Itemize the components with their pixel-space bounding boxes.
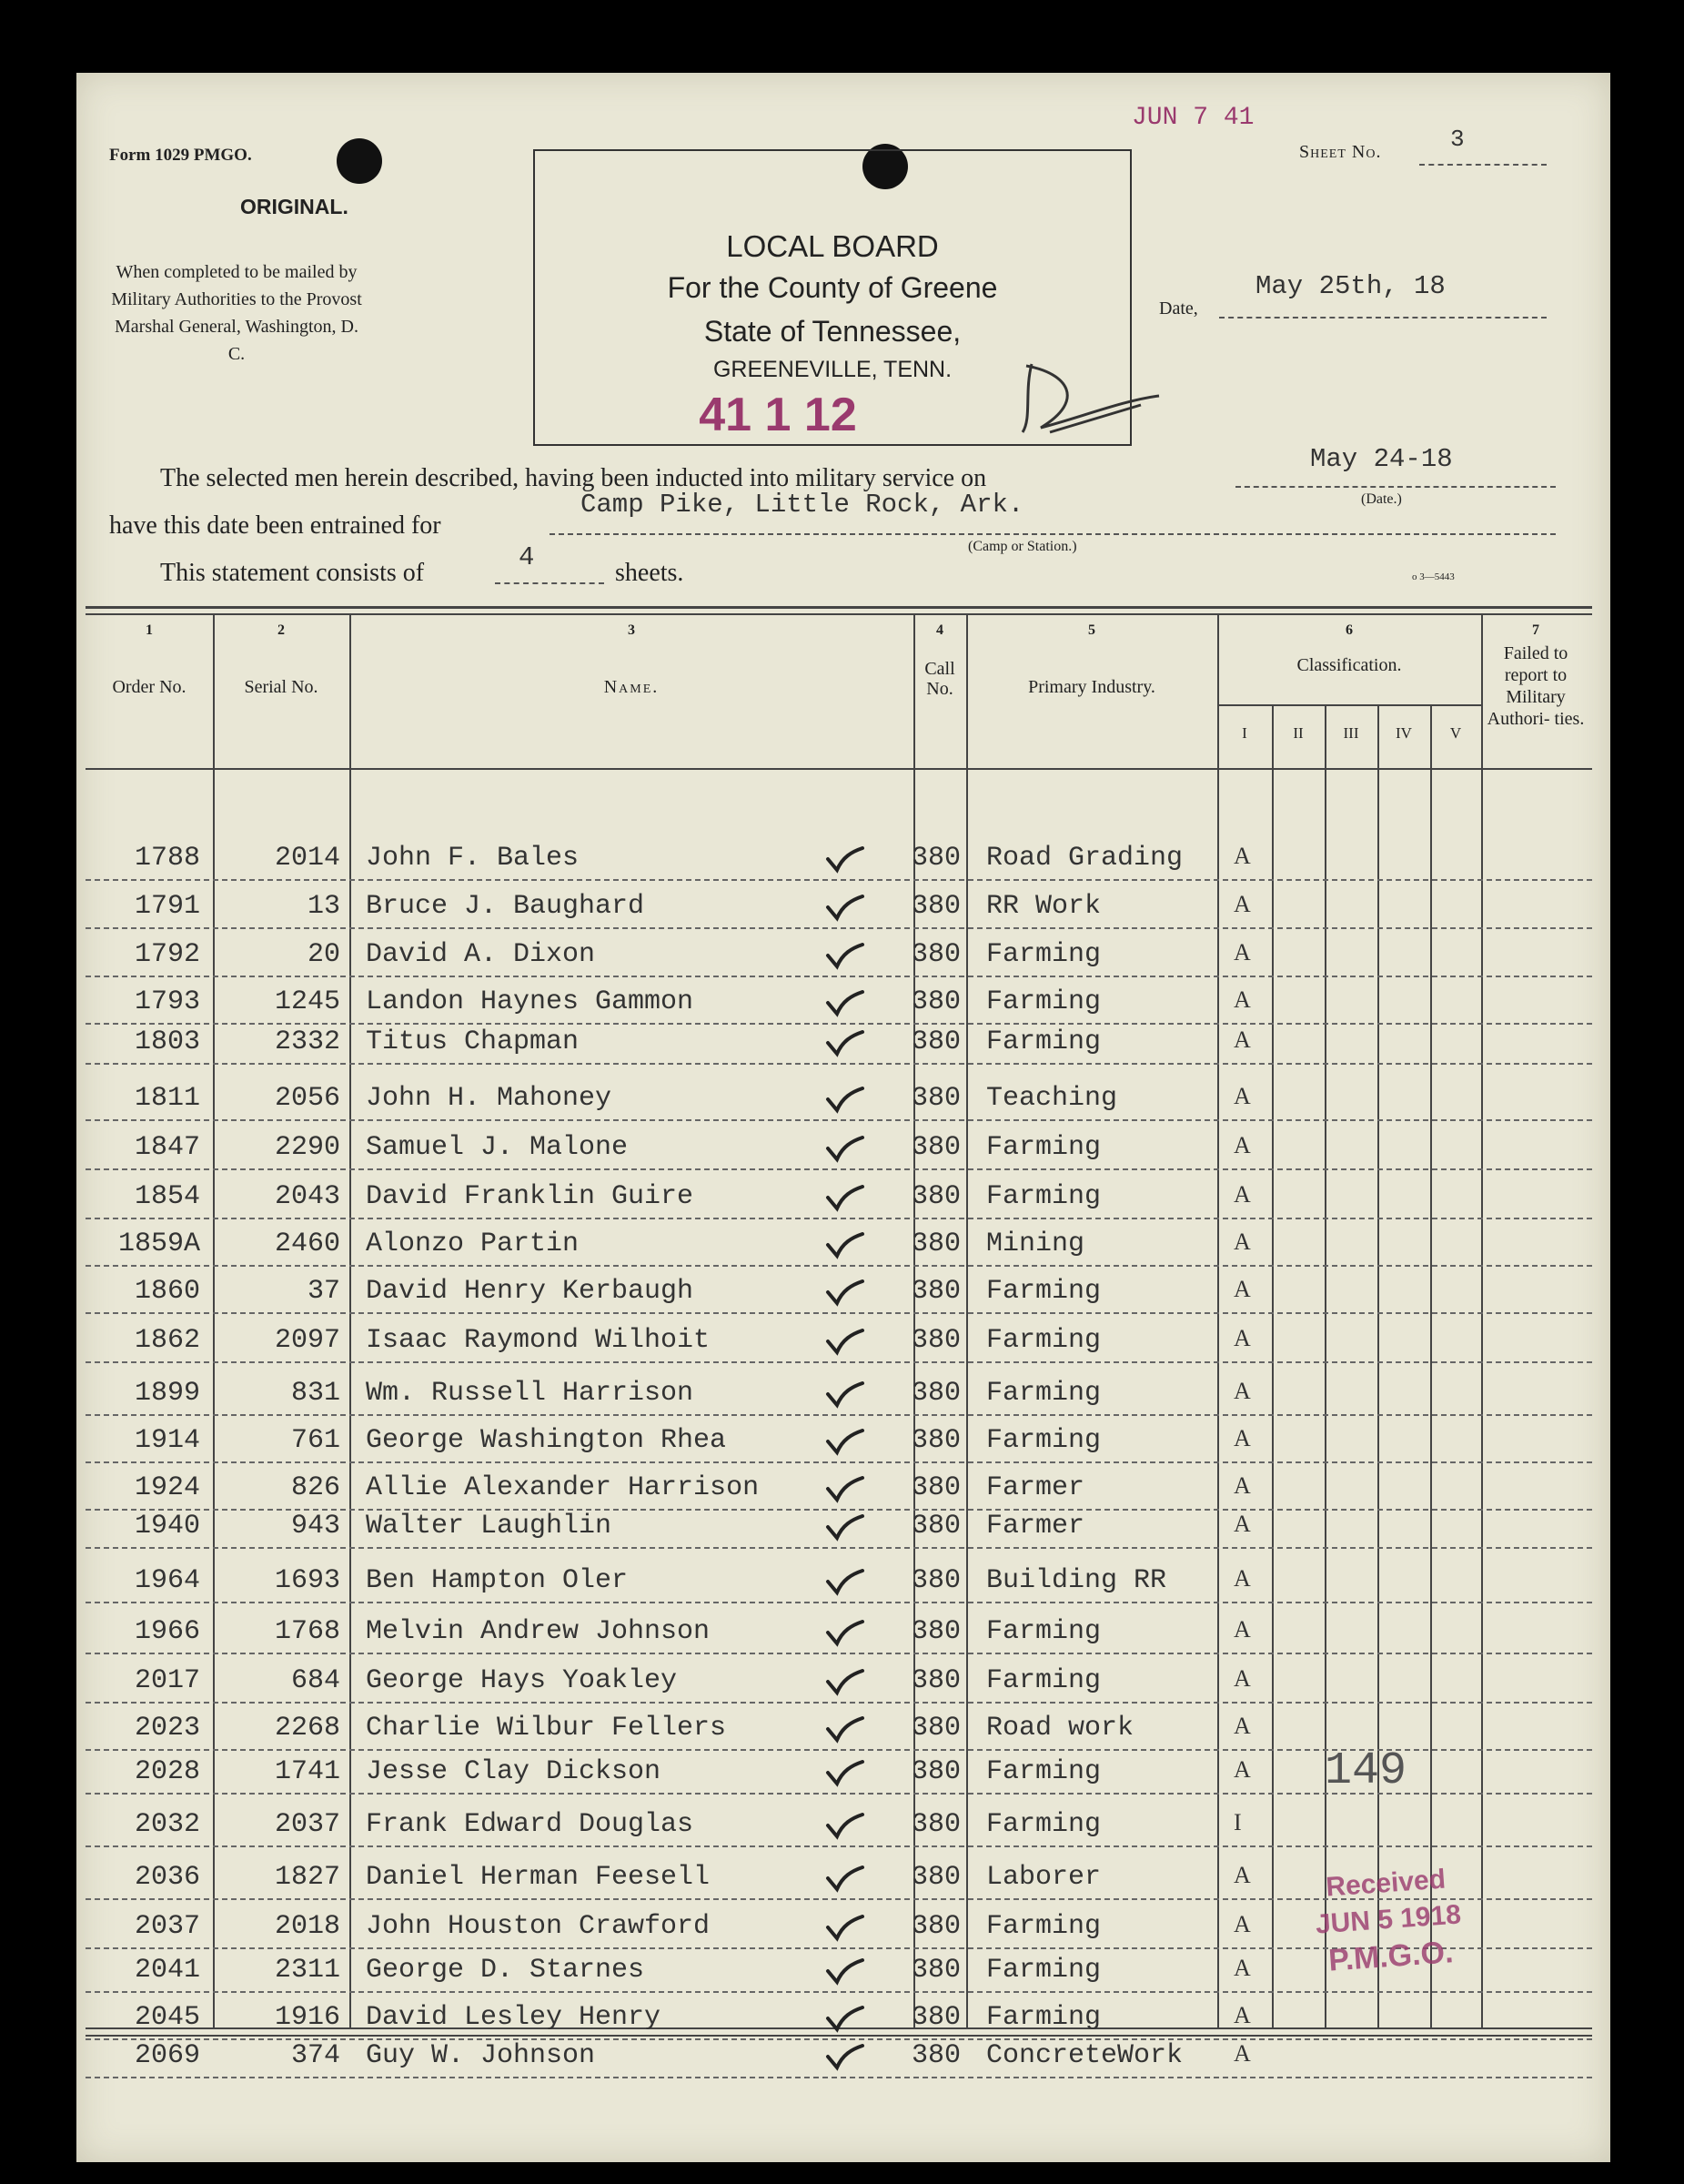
sheet-number: 3 [1450,126,1465,153]
registrant-name: Titus Chapman [366,1026,580,1057]
class-col-V: V [1449,724,1462,742]
order-number: 1811 [134,1083,200,1114]
camp-caption: (Camp or Station.) [968,539,1077,554]
sheets-word: sheets. [615,559,684,587]
registrant-name: Daniel Herman Feesell [366,1862,711,1893]
checkmark-icon [824,1427,864,1456]
call-number: 380 [912,939,962,970]
serial-number: 826 [290,1472,340,1503]
order-number: 2028 [134,1756,200,1787]
registrant-name: Isaac Raymond Wilhoit [366,1325,711,1356]
checkmark-icon [824,1864,864,1893]
classification: A [1234,1026,1251,1053]
serial-number: 761 [290,1425,340,1456]
document-sheet [76,73,1610,2162]
order-number: 1792 [134,939,200,970]
classification: A [1234,843,1251,869]
initials-signature-icon [1004,346,1168,446]
class-col-II: II [1293,724,1304,742]
classification: A [1234,2002,1251,2028]
registrant-name: Melvin Andrew Johnson [366,1616,711,1647]
primary-industry: Farming [986,1616,1102,1647]
classification: A [1234,1565,1251,1592]
registrant-name: John Houston Crawford [366,1911,711,1942]
call-number: 380 [912,1425,962,1456]
col-number-7: 7 [1532,622,1539,638]
registrant-name: David Franklin Guire [366,1181,694,1212]
primary-industry: Farming [986,1378,1102,1409]
received-stamp-line-1: Received [1325,1864,1447,1903]
classification: A [1234,939,1251,966]
col-number-6: 6 [1346,622,1353,638]
board-stamp-numbers: 41 1 12 [699,389,857,441]
col-number-2: 2 [277,622,285,638]
primary-industry: Farming [986,1325,1102,1356]
classification: A [1234,1511,1251,1537]
checkmark-icon [824,941,864,970]
registrant-name: Bruce J. Baughard [366,891,645,922]
registrant-name: Jesse Clay Dickson [366,1756,661,1787]
classification: A [1234,1665,1251,1692]
serial-number: 2332 [274,1026,340,1057]
primary-industry: ConcreteWork [986,2040,1184,2071]
registrant-name: George Hays Yoakley [366,1665,678,1696]
serial-number: 1693 [274,1565,340,1596]
checkmark-icon [824,1758,864,1787]
header-name: Name. [603,677,660,697]
call-number: 380 [912,2040,962,2071]
call-number: 380 [912,1809,962,1840]
classification: A [1234,1425,1251,1451]
checkmark-icon [824,1134,864,1163]
serial-number: 2037 [274,1809,340,1840]
entrained-text: have this date been entrained for [109,511,441,540]
call-number: 380 [912,1756,962,1787]
header-order-no: Order No. [112,677,187,697]
registrant-name: David A. Dixon [366,939,596,970]
mailing-line-1: When completed to be mailed by [116,262,358,282]
header-failed-to-report: Failed to report to Military Authori- ties. [1487,643,1585,729]
call-number: 380 [912,2002,962,2033]
mailing-line-2: Military Authorities to the Provost [111,289,362,309]
order-number: 1940 [134,1511,200,1542]
checkmark-icon [824,1811,864,1840]
sheets-count: 4 [519,542,535,572]
serial-number: 37 [307,1276,340,1307]
header-call-no: Call No. [924,659,955,699]
order-number: 2041 [134,1955,200,1986]
serial-number: 2268 [274,1713,340,1744]
punch-hole-left [337,138,382,184]
primary-industry: Farming [986,2002,1102,2033]
sheet-label: Sheet No. [1299,142,1382,162]
registrant-name: Walter Laughlin [366,1511,612,1542]
classification: A [1234,2040,1251,2067]
primary-industry: Teaching [986,1083,1118,1114]
received-stamp-top: JUN 7 41 [1132,104,1255,132]
checkmark-icon [824,2042,864,2071]
checkmark-icon [824,1956,864,1986]
registrant-name: George Washington Rhea [366,1425,727,1456]
primary-industry: Farming [986,1809,1102,1840]
primary-industry: Farming [986,986,1102,1017]
class-col-III: III [1343,724,1359,742]
classification: A [1234,1181,1251,1208]
serial-number: 943 [290,1511,340,1542]
classification: A [1234,1472,1251,1499]
received-stamp [1285,1858,1492,1981]
classification: A [1234,1713,1251,1739]
serial-number: 831 [290,1378,340,1409]
serial-number: 1741 [274,1756,340,1787]
order-number: 1966 [134,1616,200,1647]
registrant-name: Wm. Russell Harrison [366,1378,694,1409]
board-title: LOCAL BOARD [726,229,939,263]
call-number: 380 [912,1325,962,1356]
camp-value: Camp Pike, Little Rock, Ark. [580,490,1024,520]
classification: A [1234,1756,1251,1783]
primary-industry: Farming [986,1026,1102,1057]
board-city: GREENEVILLE, TENN. [712,357,953,382]
checkmark-icon [824,988,864,1017]
primary-industry: Farming [986,1665,1102,1696]
primary-industry: Building RR [986,1565,1167,1596]
registrant-name: Alonzo Partin [366,1228,580,1259]
call-number: 380 [912,1378,962,1409]
call-number: 380 [912,1713,962,1744]
primary-industry: Mining [986,1228,1085,1259]
order-number: 1924 [134,1472,200,1503]
header-serial-no: Serial No. [244,677,318,697]
serial-number: 1768 [274,1616,340,1647]
call-number: 380 [912,1616,962,1647]
classification: I [1234,1809,1242,1835]
classification: A [1234,1955,1251,1981]
order-number: 1859A [117,1228,200,1259]
checkmark-icon [824,1618,864,1647]
serial-number: 2460 [274,1228,340,1259]
call-number: 380 [912,1181,962,1212]
primary-industry: Farming [986,1911,1102,1942]
form-number: Form 1029 PMGO. [109,146,252,165]
col-number-3: 3 [628,622,635,638]
col-number-5: 5 [1088,622,1095,638]
classification: A [1234,1378,1251,1404]
primary-industry: Farming [986,939,1102,970]
date-label: Date, [1159,298,1198,318]
checkmark-icon [824,1327,864,1356]
order-number: 2017 [134,1665,200,1696]
classification: A [1234,1325,1251,1351]
order-number: 2069 [134,2040,200,2071]
call-number: 380 [912,1026,962,1057]
serial-number: 684 [290,1665,340,1696]
call-number: 380 [912,1511,962,1542]
order-number: 1899 [134,1378,200,1409]
order-number: 1847 [134,1132,200,1163]
classification: A [1234,1862,1251,1888]
order-number: 1854 [134,1181,200,1212]
call-number: 380 [912,1862,962,1893]
serial-number: 2014 [274,843,340,874]
primary-industry: Farming [986,1955,1102,1986]
serial-number: 2311 [274,1955,340,1986]
classification: A [1234,1911,1251,1937]
margin-number: 149 [1325,1745,1407,1797]
inducted-text: The selected men herein described, having been inducted into military service on [160,464,987,492]
serial-number: 1916 [274,2002,340,2033]
order-number: 1793 [134,986,200,1017]
board-county: For the County of Greene [667,271,998,304]
order-number: 1788 [134,843,200,874]
header-classification: Classification. [1296,655,1402,675]
header-primary-industry: Primary Industry. [1028,677,1155,697]
classification: A [1234,1616,1251,1643]
primary-industry: Farmer [986,1511,1085,1542]
order-number: 2045 [134,2002,200,2033]
registrant-name: John H. Mahoney [366,1083,612,1114]
classification: A [1234,1083,1251,1109]
call-number: 380 [912,1665,962,1696]
checkmark-icon [824,1667,864,1696]
order-number: 1862 [134,1325,200,1356]
call-number: 380 [912,1472,962,1503]
order-number: 1791 [134,891,200,922]
classification: A [1234,986,1251,1013]
registrant-name: David Henry Kerbaugh [366,1276,694,1307]
checkmark-icon [824,1278,864,1307]
primary-industry: Farming [986,1756,1102,1787]
checkmark-icon [824,844,864,874]
serial-number: 20 [307,939,340,970]
col-number-4: 4 [936,622,943,638]
call-number: 380 [912,1083,962,1114]
mailing-line-3: Marshal General, Washington, D. C. [115,317,358,364]
checkmark-icon [824,1567,864,1596]
primary-industry: RR Work [986,891,1102,922]
registrant-name: Ben Hampton Oler [366,1565,629,1596]
date-value: May 25th, 18 [1255,271,1446,301]
primary-industry: Farming [986,1425,1102,1456]
registrant-name: John F. Bales [366,843,580,874]
serial-number: 2290 [274,1132,340,1163]
primary-industry: Farming [986,1132,1102,1163]
class-col-I: I [1242,724,1247,742]
registrant-name: David Lesley Henry [366,2002,661,2033]
registrant-name: Charlie Wilbur Fellers [366,1713,727,1744]
class-col-IV: IV [1396,724,1412,742]
primary-industry: Farmer [986,1472,1085,1503]
registrant-name: George D. Starnes [366,1955,645,1986]
primary-industry: Road Grading [986,843,1184,874]
checkmark-icon [824,1085,864,1114]
order-number: 1914 [134,1425,200,1456]
checkmark-icon [824,2004,864,2033]
primary-industry: Road work [986,1713,1134,1744]
call-number: 380 [912,891,962,922]
primary-industry: Laborer [986,1862,1102,1893]
call-number: 380 [912,843,962,874]
checkmark-icon [824,1028,864,1057]
order-number: 1860 [134,1276,200,1307]
call-number: 380 [912,1565,962,1596]
serial-number: 374 [290,2040,340,2071]
registrant-name: Samuel J. Malone [366,1132,629,1163]
registrant-name: Frank Edward Douglas [366,1809,694,1840]
inducted-date: May 24-18 [1310,444,1453,474]
original-label: ORIGINAL. [240,195,348,218]
col-number-1: 1 [146,622,153,638]
checkmark-icon [824,1183,864,1212]
mailing-instructions [109,258,364,368]
serial-number: 2018 [274,1911,340,1942]
checkmark-icon [824,1512,864,1542]
checkmark-icon [824,1474,864,1503]
primary-industry: Farming [986,1276,1102,1307]
call-number: 380 [912,1228,962,1259]
registrant-name: Allie Alexander Harrison [366,1472,760,1503]
date-caption: (Date.) [1361,491,1402,507]
classification: A [1234,1228,1251,1255]
registrant-name: Landon Haynes Gammon [366,986,694,1017]
order-number: 2036 [134,1862,200,1893]
checkmark-icon [824,1714,864,1744]
board-state: State of Tennessee, [703,315,962,348]
checkmark-icon [824,1913,864,1942]
serial-number: 13 [307,891,340,922]
call-number: 380 [912,1132,962,1163]
checkmark-icon [824,1380,864,1409]
registrant-name: Guy W. Johnson [366,2040,596,2071]
order-number: 1803 [134,1026,200,1057]
serial-number: 2056 [274,1083,340,1114]
order-number: 1964 [134,1565,200,1596]
serial-number: 2097 [274,1325,340,1356]
call-number: 380 [912,1955,962,1986]
serial-number: 1827 [274,1862,340,1893]
order-number: 2032 [134,1809,200,1840]
received-stamp-line-2: JUN 5 1918 [1314,1899,1462,1940]
checkmark-icon [824,893,864,922]
order-number: 2023 [134,1713,200,1744]
consists-text: This statement consists of [160,559,425,587]
primary-industry: Farming [986,1181,1102,1212]
classification: A [1234,1132,1251,1158]
order-number: 2037 [134,1911,200,1942]
call-number: 380 [912,986,962,1017]
classification: A [1234,891,1251,917]
print-code: o 3—5443 [1412,571,1455,582]
call-number: 380 [912,1276,962,1307]
call-number: 380 [912,1911,962,1942]
classification: A [1234,1276,1251,1302]
serial-number: 1245 [274,986,340,1017]
checkmark-icon [824,1230,864,1259]
received-stamp-line-3: P.M.G.O. [1326,1935,1455,1978]
serial-number: 2043 [274,1181,340,1212]
